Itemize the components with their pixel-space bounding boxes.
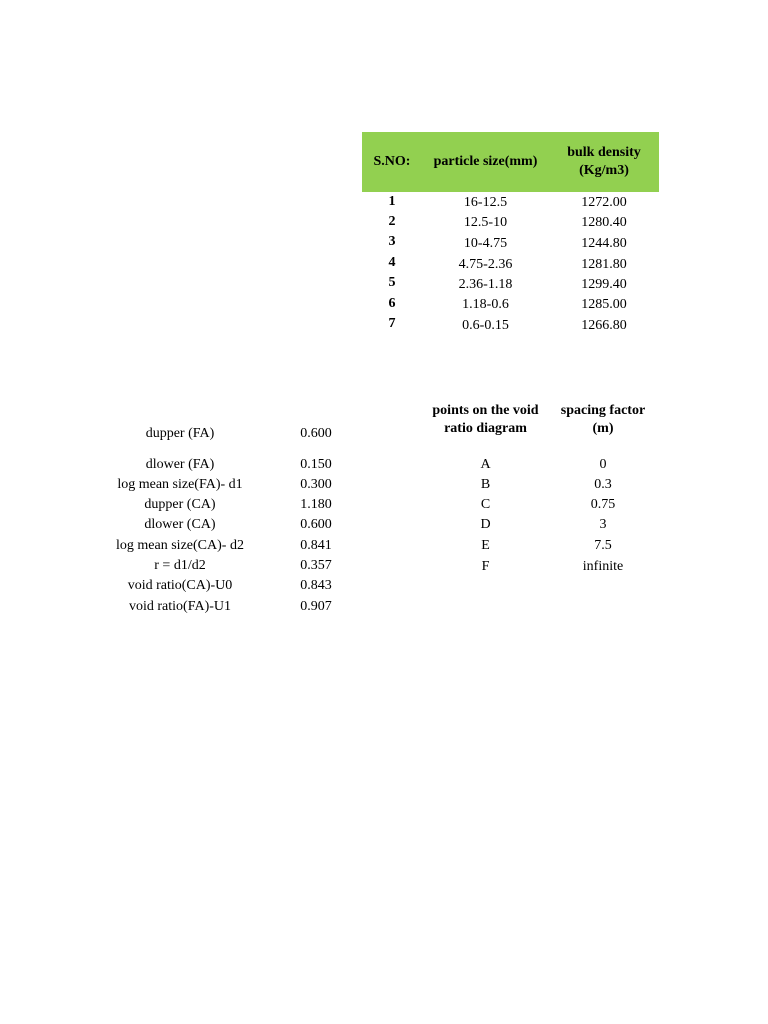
row-5-density: 1299.40 bbox=[581, 277, 627, 292]
row-6-sno: 6 bbox=[388, 296, 396, 311]
row-7-sno: 7 bbox=[388, 316, 396, 331]
header-particle-size: particle size(mm) bbox=[433, 154, 538, 169]
point-label: B bbox=[480, 477, 491, 492]
spacing-factor-value: 0.75 bbox=[590, 497, 616, 512]
row-1-sno: 1 bbox=[388, 194, 396, 209]
row-7-size: 0.6-0.15 bbox=[462, 318, 509, 333]
spacing-factor-value: 0 bbox=[599, 457, 607, 472]
param-value: 0.600 bbox=[300, 517, 332, 532]
header-spacing-factor bbox=[548, 402, 658, 438]
param-label: void ratio(FA)-U1 bbox=[129, 599, 231, 614]
param-label: r = d1/d2 bbox=[154, 558, 206, 573]
row-1-size: 16-12.5 bbox=[463, 195, 508, 210]
row-5-size: 2.36-1.18 bbox=[458, 277, 513, 292]
param-value: 0.357 bbox=[300, 558, 332, 573]
param-label: log mean size(CA)- d2 bbox=[116, 538, 244, 553]
point-label: C bbox=[480, 497, 491, 512]
param-label: dupper (FA) bbox=[145, 426, 215, 441]
param-label: log mean size(FA)- d1 bbox=[117, 477, 243, 492]
header-spacing-line1: spacing factor bbox=[560, 403, 646, 418]
row-4-size: 4.75-2.36 bbox=[458, 257, 513, 272]
param-value: 1.180 bbox=[300, 497, 332, 512]
row-4-sno: 4 bbox=[388, 255, 396, 270]
param-label: dlower (FA) bbox=[145, 457, 215, 472]
point-label: D bbox=[480, 517, 491, 532]
param-value: 0.907 bbox=[300, 599, 332, 614]
param-value: 0.841 bbox=[300, 538, 332, 553]
row-3-density: 1244.80 bbox=[581, 236, 627, 251]
row-7-density: 1266.80 bbox=[581, 318, 627, 333]
point-label: E bbox=[481, 538, 490, 553]
point-label: A bbox=[480, 457, 491, 472]
row-5-sno: 5 bbox=[388, 275, 396, 290]
row-1-density: 1272.00 bbox=[581, 195, 627, 210]
header-sno: S.NO: bbox=[373, 154, 411, 169]
header-bulk-density-line1: bulk density bbox=[567, 145, 641, 160]
header-points-line2: ratio diagram bbox=[444, 421, 527, 436]
row-6-size: 1.18-0.6 bbox=[462, 297, 509, 312]
row-2-size: 12.5-10 bbox=[463, 215, 508, 230]
point-label: F bbox=[481, 559, 490, 574]
row-6-density: 1285.00 bbox=[581, 297, 627, 312]
header-bulk-density-line2: (Kg/m3) bbox=[579, 163, 629, 178]
param-label: void ratio(CA)-U0 bbox=[127, 578, 233, 593]
spacing-factor-value: 7.5 bbox=[594, 538, 612, 553]
param-label: dlower (CA) bbox=[144, 517, 216, 532]
row-2-density: 1280.40 bbox=[581, 215, 627, 230]
row-3-sno: 3 bbox=[388, 234, 396, 249]
row-4-density: 1281.80 bbox=[581, 257, 627, 272]
spacing-factor-value: 0.3 bbox=[594, 477, 612, 492]
param-value: 0.843 bbox=[300, 578, 332, 593]
header-spacing-line2: (m) bbox=[592, 421, 614, 436]
param-value: 0.150 bbox=[300, 457, 332, 472]
row-2-sno: 2 bbox=[388, 214, 396, 229]
param-value: 0.300 bbox=[300, 477, 332, 492]
spacing-factor-value: infinite bbox=[582, 559, 624, 574]
header-points bbox=[418, 402, 553, 438]
header-points-line1: points on the void bbox=[432, 403, 539, 418]
param-value: 0.600 bbox=[300, 426, 332, 441]
spacing-factor-value: 3 bbox=[599, 517, 607, 532]
row-3-size: 10-4.75 bbox=[463, 236, 508, 251]
param-label: dupper (CA) bbox=[144, 497, 216, 512]
header-bulk-density bbox=[549, 144, 659, 180]
